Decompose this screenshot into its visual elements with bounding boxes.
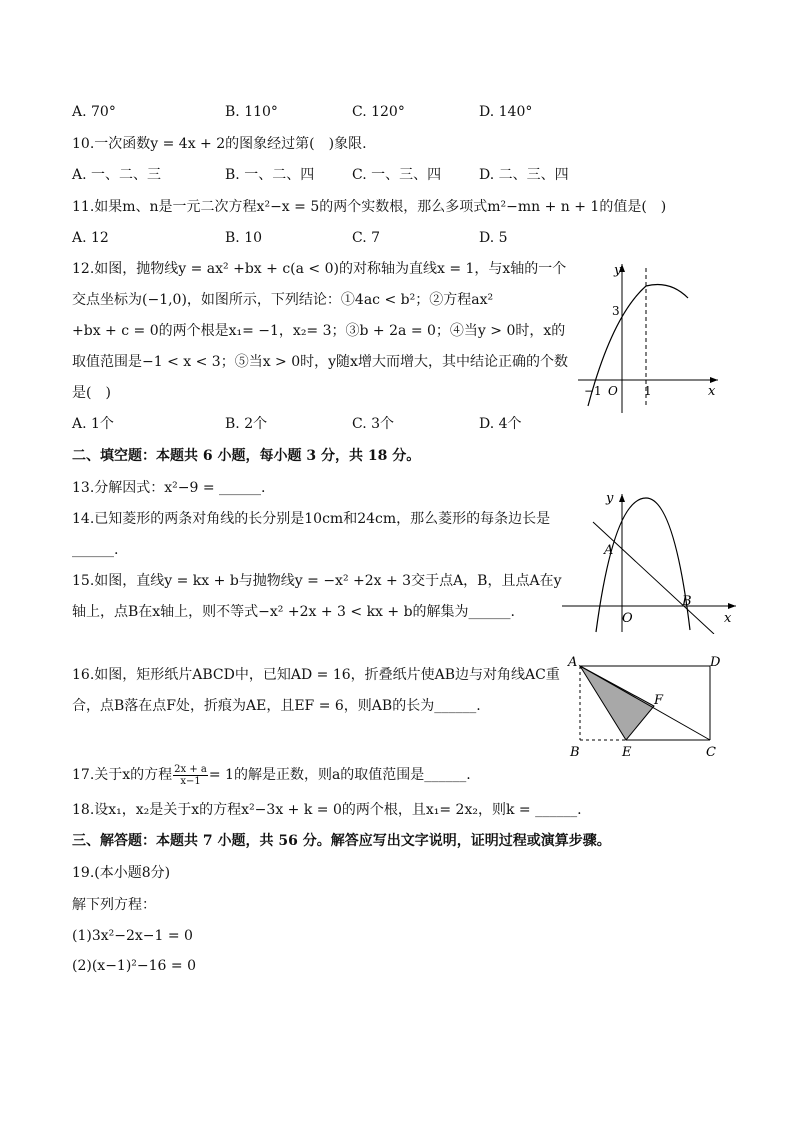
- q12-x-arrow: [710, 377, 718, 383]
- q16-label-a: A: [568, 655, 578, 670]
- q12-label-y: y: [614, 263, 622, 278]
- q11-stem: 11.如果m、n是一元二次方程x²−x = 5的两个实数根，那么多项式m²−mn + n + 1的值是( ): [72, 199, 667, 215]
- q15-label-y: y: [606, 491, 614, 506]
- q9-option-c: C. 120°: [352, 104, 405, 120]
- q15-x-arrow: [728, 603, 736, 609]
- section-3-heading: 三、解答题：本题共 7 小题，共 56 分。解答应写出文字说明，证明过程或演算步骤。: [72, 833, 611, 849]
- q17-fraction-numerator: 2x + a: [174, 763, 207, 775]
- q12-line-3: +bx + c = 0的两个根是x₁= −1，x₂= 3；③b + 2a = 0；④当y > 0时，x的: [72, 323, 566, 339]
- q18-stem: 18.设x₁，x₂是关于x的方程x²−3x + k = 0的两个根，且x₁= 2x₂，则k = ______.: [72, 802, 582, 818]
- q12-line-5: 是( ): [72, 385, 111, 401]
- q15-y-arrow: [619, 494, 625, 502]
- q17-stem: [72, 764, 471, 786]
- q19-part-1: (1)3x²−2x−1 = 0: [72, 928, 193, 944]
- q17-fraction-denominator: x−1: [180, 775, 201, 787]
- q12-label-neg1: −1: [584, 384, 602, 398]
- q17-pre: 17.关于x的方程: [72, 767, 173, 783]
- q15-parabola-curve: [596, 498, 690, 632]
- q16-shaded-triangle: [580, 666, 654, 740]
- q19-title: 19.(本小题8分): [72, 865, 171, 881]
- q15-figure: [560, 488, 740, 634]
- q12-option-d: D. 4个: [479, 416, 522, 432]
- q15-label-b: B: [682, 594, 692, 609]
- q15-line-kx-b: [593, 522, 714, 634]
- q16-label-b: B: [570, 745, 580, 760]
- q17-post: = 1的解是正数，则a的取值范围是______.: [208, 767, 471, 783]
- q10-option-a: A. 一、二、三: [72, 167, 162, 183]
- q12-parabola-figure: [574, 258, 724, 418]
- q15-label-x: x: [724, 611, 732, 626]
- q12-option-b: B. 2个: [225, 416, 268, 432]
- q9-option-b: B. 110°: [225, 104, 278, 120]
- q11-option-d: D. 5: [479, 230, 508, 246]
- q15-label-origin: O: [622, 611, 633, 626]
- q15-line-1: 15.如图，直线y = kx + b与抛物线y = −x² +2x + 3交于点A，B，且点A在y: [72, 573, 562, 589]
- q15-line-2: 轴上，点B在x轴上，则不等式−x² +2x + 3 < kx + b的解集为______.: [72, 604, 515, 620]
- q16-diagonal-ac: [580, 666, 710, 740]
- q9-option-d: D. 140°: [479, 104, 533, 120]
- q12-line-2: 交点坐标为(−1,0)，如图所示，下列结论：①4ac < b²；②方程ax²: [72, 292, 494, 308]
- q14-line-1: 14.已知菱形的两条对角线的长分别是10cm和24cm，那么菱形的每条边长是: [72, 511, 551, 527]
- section-2-heading: 二、填空题：本题共 6 小题，每小题 3 分，共 18 分。: [72, 448, 421, 464]
- q17-fraction: [173, 764, 208, 787]
- q16-label-e: E: [622, 745, 632, 760]
- q16-label-d: D: [710, 655, 721, 670]
- q12-parabola-curve: [588, 285, 688, 407]
- q9-option-a: A. 70°: [72, 104, 116, 120]
- q12-label-x: x: [708, 384, 716, 399]
- q12-label-origin: O: [608, 384, 618, 398]
- q15-label-a: A: [604, 543, 614, 558]
- q16-label-c: C: [706, 745, 716, 760]
- q12-label-one: 1: [644, 384, 652, 398]
- q12-line-1: 12.如图，抛物线y = ax² +bx + c(a < 0)的对称轴为直线x = 1，与x轴的一个: [72, 261, 567, 277]
- q16-line-2: 合，点B落在点F处，折痕为AE，且EF = 6，则AB的长为______.: [72, 698, 481, 714]
- q16-line-1: 16.如图，矩形纸片ABCD中，已知AD = 16，折叠纸片使AB边与对角线AC重: [72, 667, 560, 683]
- q13-stem: 13.分解因式：x²−9 = ______.: [72, 480, 266, 496]
- q10-option-d: D. 二、三、四: [479, 167, 569, 183]
- q11-option-b: B. 10: [225, 230, 263, 246]
- q12-label-three: 3: [612, 304, 620, 318]
- q19-part-2: (2)(x−1)²−16 = 0: [72, 958, 196, 974]
- q10-option-b: B. 一、二、四: [225, 167, 315, 183]
- q11-option-a: A. 12: [72, 230, 109, 246]
- q10-stem: 10.一次函数y = 4x + 2的图象经过第( )象限.: [72, 136, 367, 152]
- q12-option-a: A. 1个: [72, 416, 114, 432]
- q11-option-c: C. 7: [352, 230, 381, 246]
- q12-option-c: C. 3个: [352, 416, 395, 432]
- q16-rectangle-figure: [566, 652, 726, 760]
- q14-line-2: ______.: [72, 542, 119, 558]
- q12-line-4: 取值范围是−1 < x < 3；⑤当x > 0时，y随x增大而增大，其中结论正确的个数: [72, 354, 568, 370]
- q10-option-c: C. 一、三、四: [352, 167, 442, 183]
- q19-intro: 解下列方程：: [72, 897, 156, 913]
- q16-label-f: F: [654, 693, 664, 708]
